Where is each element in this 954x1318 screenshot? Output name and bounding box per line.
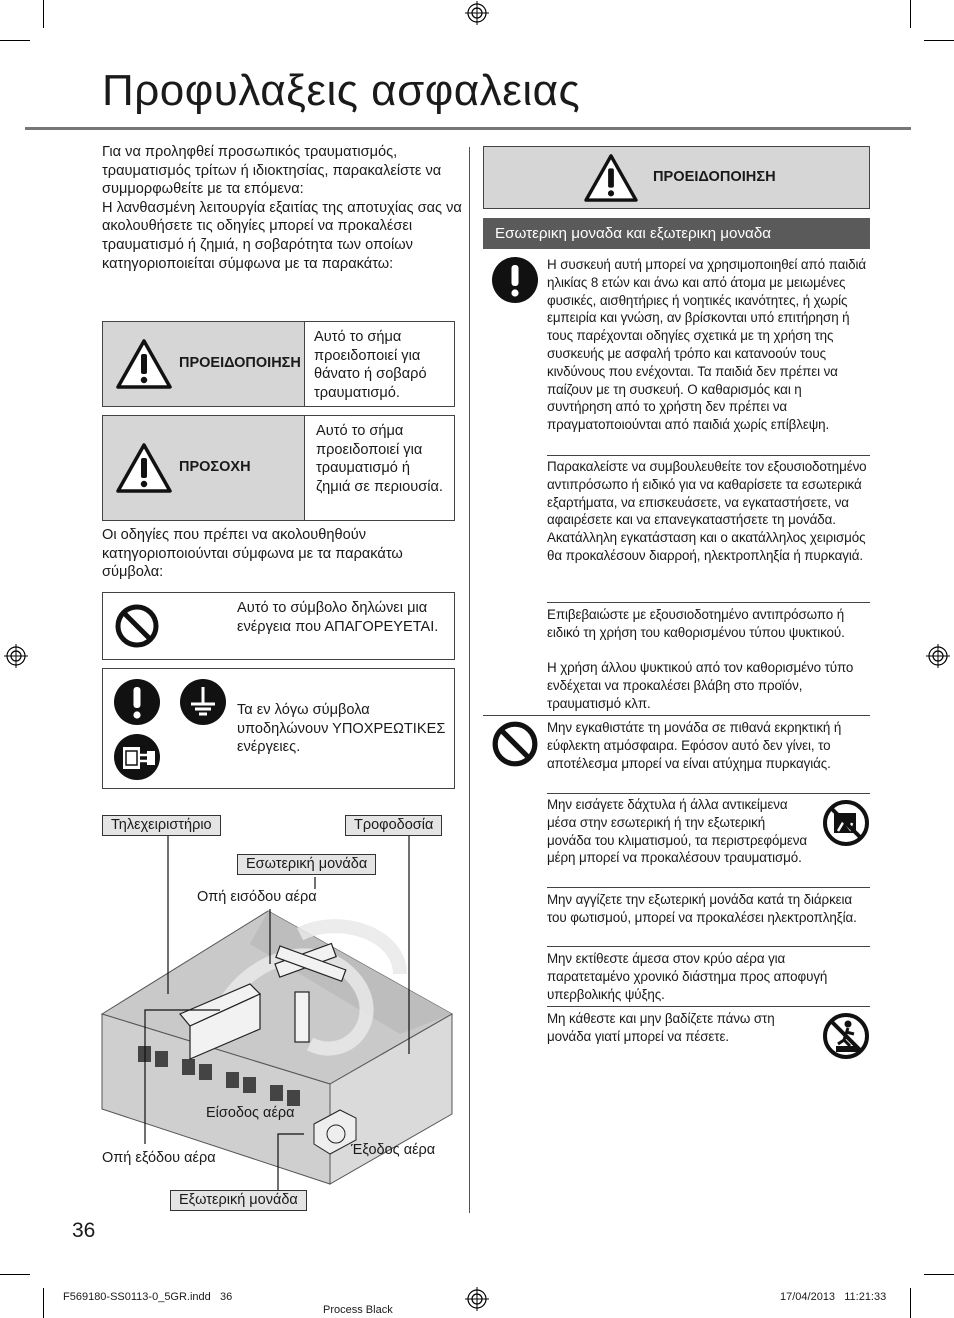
prohibit-symbol-box: [102, 592, 455, 660]
warning-triangle-icon: [115, 338, 173, 390]
item-divider: [547, 455, 870, 456]
label-remote: Τηλεχειριστήριο: [102, 815, 221, 836]
mandatory-exclamation-icon: [113, 678, 161, 726]
mandatory-description: Τα εν λόγω σύμβολα υποδηλώνουν ΥΠΟΧΡΕΩΤΙΚΕΣ ενέργειες.: [237, 702, 446, 755]
mandatory-symbol-box: [102, 668, 455, 789]
intro-paragraph-2: Η λανθασμένη λειτουργία εξαιτίας της αποτυχίας σας να ακολουθήσετε τις οδηγίες μπορεί να προκαλέσει τραυματισμό ή ζημιά, η σοβαρότητα των οποίων κατηγοριοποιείται σύμφωνα με τα παρακάτω:: [102, 199, 462, 272]
label-power: Τροφοδοσία: [345, 815, 442, 836]
footer-datetime: 17/04/2013 11:21:33: [780, 1291, 887, 1303]
item-divider: [547, 1006, 870, 1007]
page-title: Προφυλαξεις ασφαλειας: [102, 66, 581, 115]
intro-paragraph-1: Για να προληφθεί προσωπικός τραυματισμός, τραυματισμός τρίτων ή ιδιοκτησίας, παρακαλείστε να συμμορφωθείτε με τα επόμενα:: [102, 144, 442, 198]
prohibit-icon: [114, 603, 160, 649]
label-air-inlet: Είσοδος αέρα: [206, 1105, 295, 1121]
symbols-intro: Οι οδηγίες που πρέπει να ακολουθηθούν κατηγοριοποιούνται σύμφωνα με τα παρακάτω σύμβολα:: [102, 527, 403, 580]
registration-mark-icon: [465, 1287, 489, 1311]
no-fingers-icon: [822, 799, 870, 847]
label-indoor-unit: Εσωτερική μονάδα: [237, 854, 376, 875]
warning-legend-box: [102, 321, 455, 407]
prohibit-item-2: Μην εισάγετε δάχτυλα ή άλλα αντικείμενα μέσα στην εσωτερική ή την εξωτερική μονάδα του κλιματισμού, τα περιστρεφόμενα μέρη μπορεί να προκαλέσουν τραυματισμό.: [547, 797, 808, 866]
item-divider: [547, 887, 870, 888]
prohibit-item-5: Μη κάθεστε και μην βαδίζετε πάνω στη μονάδα γιατί μπορεί να πέσετε.: [547, 1011, 775, 1044]
item-divider: [547, 602, 870, 603]
mandatory-item-1: Η συσκευή αυτή μπορεί να χρησιμοποιηθεί από παιδιά ηλικίας 8 ετών και άνω και από άτομα με μειωμένες φυσικές, αισθητήριες ή νοητικές ικανότητες, ή χωρίς εμπειρία και γνώση, αν βρίσκονται υπό επιτήρηση ή τους παρέχονται οδηγίες σχετικά με τη χρήση της συσκευής με ασφαλή τρόπο και κατανοούν τους κινδύνους που ενέχονται. Τα παιδιά δεν πρέπει να παίζουν με τη συσκευή. Ο καθαρισμός και η συντήρηση από το χρήστη δεν πρέπει να πραγματοποιούνται από παιδιά χωρίς επίβλεψη.: [547, 257, 866, 433]
footer-plate: Process Black: [323, 1304, 393, 1316]
footer-file: F569180-SS0113-0_5GR.indd 36: [63, 1291, 233, 1303]
unplug-icon: [113, 733, 161, 781]
crop-mark: [43, 1288, 44, 1318]
crop-mark: [0, 40, 30, 41]
warning-triangle-icon: [582, 153, 640, 203]
label-air-outlet-opening: Οπή εξόδου αέρα: [102, 1150, 216, 1166]
crop-mark: [43, 0, 44, 28]
prohibit-item-1: Μην εγκαθιστάτε τη μονάδα σε πιθανά εκρηκτική ή εύφλεκτη ατμόσφαιρα. Εφόσον αυτό δεν γίνει, το αποτέλεσμα μπορεί να είναι ατύχημα πυρκαγιάς.: [547, 720, 842, 771]
title-rule: [25, 127, 911, 130]
caution-label: ΠΡΟΣΟΧΗ: [179, 459, 251, 475]
page-number: 36: [72, 1219, 96, 1242]
prohibit-item-3: Μην αγγίζετε την εξωτερική μονάδα κατά τη διάρκεια του φωτισμού, μπορεί να προκαλέσει ηλεκτροπληξία.: [547, 892, 857, 925]
caution-legend-cell: [103, 416, 305, 520]
registration-mark-icon: [465, 1, 489, 25]
no-standing-icon: [822, 1012, 870, 1060]
crop-mark: [910, 1288, 911, 1318]
group-divider: [483, 715, 870, 716]
mandatory-exclamation-icon: [491, 256, 539, 304]
crop-mark: [924, 40, 954, 41]
crop-mark: [0, 1274, 30, 1275]
registration-mark-icon: [4, 644, 28, 668]
warning-legend-cell: [103, 322, 305, 406]
mandatory-item-2: Παρακαλείστε να συμβουλευθείτε τον εξουσιοδοτημένο αντιπρόσωπο ή ειδικό για να καθαρίσετε τα εσωτερικά εξαρτήματα, να επισκευάσετε, να εγκαταστήσετε, να αφαιρέσετε και να επανεγκαταστήσετε τη μονάδα. Ακατάλληλη εγκατάσταση και ο ακατάλληλος χειρισμός θα προκαλέσουν διαρροή, ηλεκτροπληξία ή πυρκαγιά.: [547, 459, 867, 563]
prohibit-item-4: Μην εκτίθεστε άμεσα στον κρύο αέρα για παρατεταμένο χρονικό διάστημα προς αποφυγή υπερβολικής ψύξης.: [547, 951, 828, 1002]
mandatory-item-4: Η χρήση άλλου ψυκτικού από τον καθορισμένο τύπο ενδέχεται να προκαλέσει βλάβη στο προϊόν, τραυματισμό κλπ.: [547, 660, 854, 711]
ground-icon: [179, 678, 227, 726]
crop-mark: [924, 1274, 954, 1275]
item-divider: [547, 946, 870, 947]
label-outdoor-unit: Εξωτερική μονάδα: [170, 1190, 307, 1211]
warning-header-box: [483, 146, 870, 209]
prohibit-icon: [491, 720, 539, 768]
warning-label: ΠΡΟΕΙΔΟΠΟΙΗΣΗ: [179, 355, 301, 371]
warning-description: Αυτό το σήμα προειδοποιεί για θάνατο ή σοβαρό τραυματισμό.: [314, 329, 427, 401]
warning-header-label: ΠΡΟΕΙΔΟΠΟΙΗΣΗ: [653, 169, 776, 185]
section-title: Εσωτερικη μοναδα και εξωτερικη μοναδα: [483, 218, 870, 249]
label-air-inlet-opening: Οπή εισόδου αέρα: [197, 889, 317, 905]
prohibit-description: Αυτό το σύμβολο δηλώνει μια ενέργεια που ΑΠΑΓΟΡΕΥΕΤΑΙ.: [237, 600, 439, 635]
intro-text: [102, 143, 462, 273]
label-air-outlet: Έξοδος αέρα: [351, 1142, 436, 1158]
caution-legend-box: [102, 415, 455, 521]
caution-description: Αυτό το σήμα προειδοποιεί για τραυματισμό ή ζημιά σε περιουσία.: [316, 423, 443, 495]
column-divider: [469, 147, 470, 1213]
caution-triangle-icon: [115, 442, 173, 494]
registration-mark-icon: [926, 644, 950, 668]
item-divider: [547, 793, 870, 794]
mandatory-item-3: Επιβεβαιώστε με εξουσιοδοτημένο αντιπρόσωπο ή ειδικό τη χρήση του καθορισμένου τύπου ψυκτικού.: [547, 607, 845, 640]
crop-mark: [910, 0, 911, 28]
